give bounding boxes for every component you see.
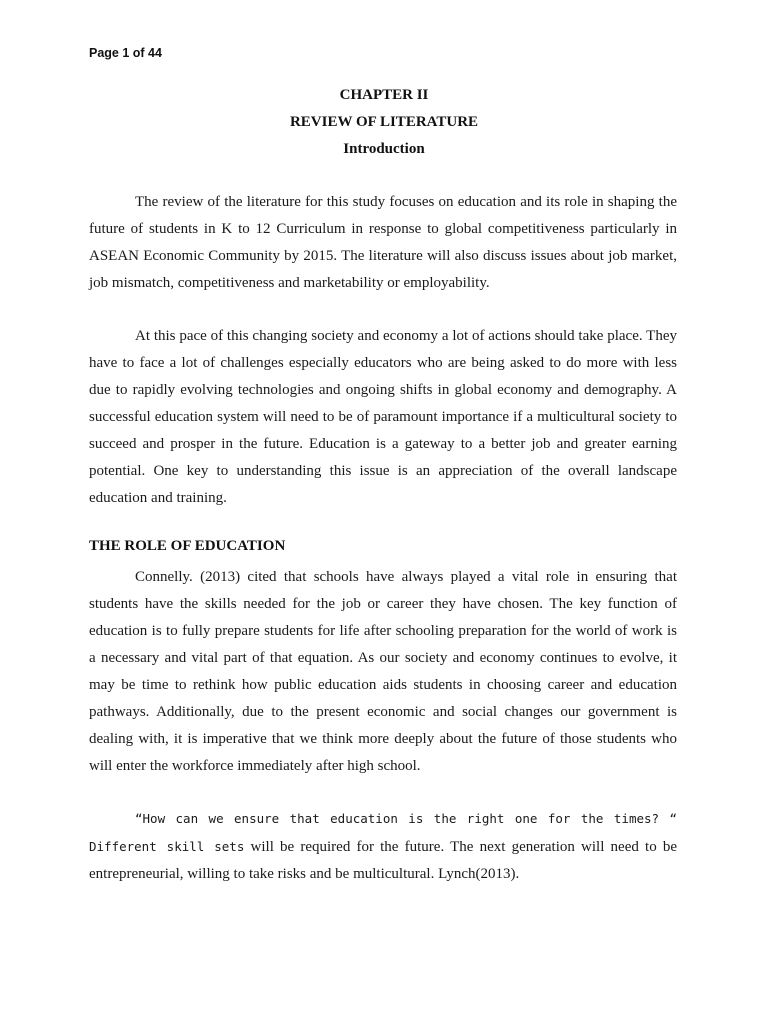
introduction-heading: Introduction — [343, 141, 425, 157]
quote-text: “How can we ensure that education is the right one for the times? “ Different skill sets — [89, 811, 677, 854]
chapter-heading: CHAPTER II — [339, 87, 429, 103]
page-number: Page 1 of 44 — [89, 46, 162, 60]
paragraph-connelly: Connelly. (2013) cited that schools have always played a vital role in ensuring that students have the skills needed for the job or career they have chosen. The key function of education is to fully prepare students for life after schooling preparation for the world of work is a necessary and vital part of that equation. As our society and economy continues to evolve, it may be time to rethink how public education aids students in choosing career and education pathways. Additionally, due to the present economic and social changes our government is dealing with, it is imperative that we think more deeply about the future of those students who will enter the workforce immediately after high school. — [89, 569, 677, 774]
paragraph-changing-society: At this pace of this changing society and economy a lot of actions should take place. They have to face a lot of challenges especially educators who are being asked to do more with less due to rapidly evolving technologies and ongoing shifts in global economy and demography. A successful education system will need to be of paramount importance if a multicultural society to succeed and prosper in the future. Education is a gateway to a better job and greater earning potential. One key to understanding this issue is an appreciation of the overall landscape education and training. — [89, 328, 677, 506]
paragraph-lynch-text: will be required for the future. The next generation will need to be entrepreneurial, willing to take risks and be multicultural. Lynch(2013). — [89, 839, 678, 882]
paragraph-lynch — [89, 805, 677, 888]
chapter-title: REVIEW OF LITERATURE — [289, 114, 479, 130]
paragraph-introduction: The review of the literature for this study focuses on education and its role in shaping the future of students in K to 12 Curriculum in response to global competitiveness particularly in ASEAN Economic Community by 2015. The literature will also discuss issues about job market, job mismatch, competitiveness and marketability or employability. — [89, 194, 677, 291]
section-title-role-of-education: THE ROLE OF EDUCATION — [89, 538, 286, 554]
